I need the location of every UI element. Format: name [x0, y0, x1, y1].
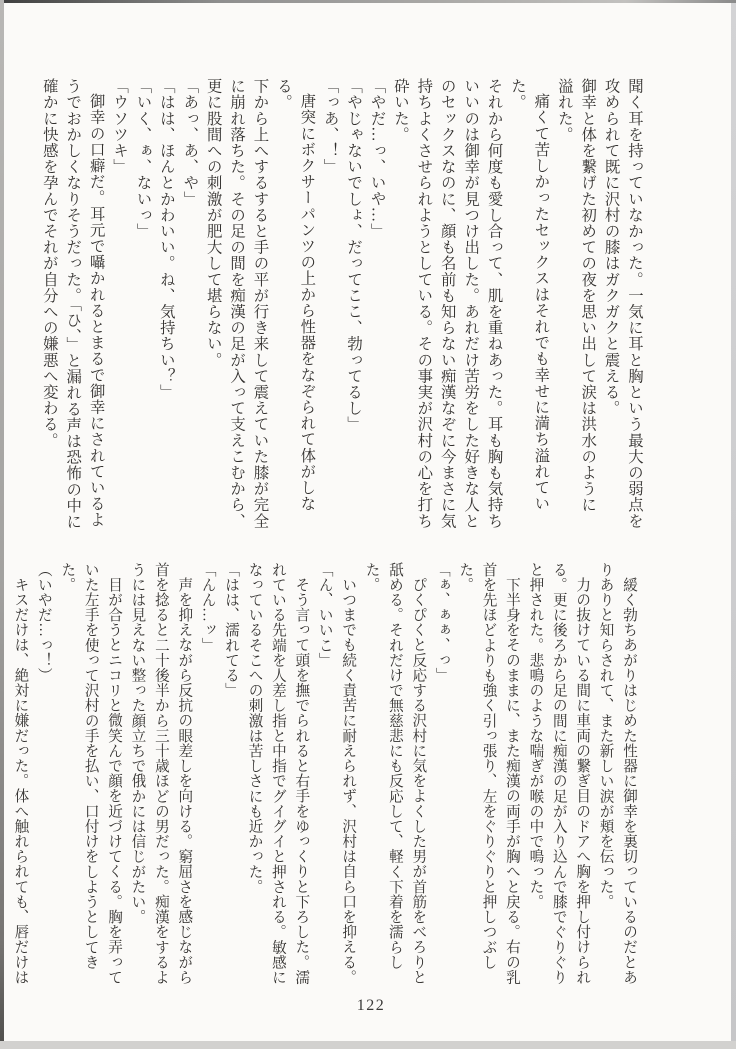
- text-line: 緩く勃ちあがりはじめた性器に御幸を裏切っているのだとあ: [621, 576, 637, 985]
- text-line: る。更に後ろから足の間に痴漢の足が入り込んで膝でぐりぐり: [550, 562, 567, 985]
- text-line: 痛くて苦しかったセックスはそれでも幸せに満ち溢れていた。: [508, 78, 550, 512]
- scan-edge-top: [0, 0, 736, 3]
- text-line: 目が合うとニコリと微笑んで顔を近づけてくる。胸を弄って: [106, 576, 123, 985]
- text-line: それから何度も愛し合って、肌を重ねあった。耳も胸も気持ち: [485, 78, 503, 529]
- text-line: 下半身をそのままに、また痴漢の両手が胸へと戻る。右の乳: [503, 576, 520, 985]
- text-line: 「はは、濡れてる」: [223, 562, 240, 698]
- text-line: うには見えない整った顔立ちで俄かには信じがたい。: [129, 562, 146, 925]
- text-line: 持ちよくさせられようとしている。その事実が沢村の心を打ち: [415, 78, 433, 529]
- text-line: 「んん…ッ」: [199, 562, 216, 653]
- scan-edge-left: [0, 0, 4, 1049]
- text-line: うでおかしくなりそうだった。「ひ、」と漏れる声は恐怖の中に: [64, 78, 82, 530]
- text-line: 下から上へするすると手の平が行き来して震えていた膝が完全: [251, 78, 269, 529]
- text-line: れている先端を人差し指と中指でグイグイと押される。敏感に: [269, 562, 286, 985]
- text-line: 首を捻ると二十後半から三十歳ほどの男だった。痴漢をするよ: [152, 562, 169, 985]
- text-line: 攻められて既に沢村の膝はガクガクと震える。: [602, 78, 620, 417]
- text-line: 「ん、いいこ」: [316, 562, 333, 668]
- text-line: 御幸の口癖だ。耳元で囁かれるとまるで御幸にされているよ: [87, 93, 105, 529]
- text-line: 確かに快感を孕んでそれが自分への嫌悪へ変わる。: [40, 78, 58, 449]
- text-line: に崩れ落ちた。その足の間を痴漢の足が入って支えこむから、: [228, 78, 246, 529]
- text-line: 聞く耳を持っていなかった。一気に耳と胸という最大の弱点を: [626, 78, 643, 529]
- text-line: いいのは御幸が見つけ出した。あれだけ苦労をした好きな人と: [462, 78, 480, 529]
- text-line: と押された。悲鳴のような喘ぎが喉の中で鳴った。: [527, 562, 544, 910]
- text-line: いた左手を使って沢村の手を払い、口付けをしようとしてきた。: [59, 562, 99, 970]
- scan-edge-right: [731, 3, 736, 1049]
- text-line: 溢れた。: [555, 78, 573, 143]
- text-block-top: [37, 78, 646, 530]
- page-number: 122: [356, 997, 386, 1014]
- scan-edge-bottom: [0, 1041, 736, 1049]
- text-line: りありと知らされて、また新しい涙が頬を伝った。: [597, 562, 614, 910]
- text-line: 砕いた。: [391, 78, 409, 143]
- text-line: 唐突にボクサーパンツの上から性器をなぞられて体がしなる。: [274, 78, 316, 512]
- text-line: いつまでも続く責苦に耐えられず、沢村は自ら口を抑える。: [340, 576, 357, 985]
- text-line: 首を先ほどよりも強く引っ張り、左をぐりぐりと押しつぶした。: [457, 562, 497, 970]
- text-line: 「やだ…っ、いや…」: [368, 78, 386, 239]
- text-line: 「ぁ、ぁぁ、っ」: [433, 562, 450, 683]
- text-line: のセックスなのに、顔も名前も知らない痴漢なぞに今まさに気: [438, 78, 456, 529]
- text-line: 「っあ、！」: [321, 78, 339, 175]
- text-line: 「あっ、あ、や」: [181, 78, 199, 207]
- text-line: 「やじゃないでしょ、だってここ、勃ってるし」: [345, 78, 363, 433]
- text-line: 「いく、ぁ、ないっ」: [134, 78, 152, 239]
- text-line: キスだけは、絶対に嫌だった。体へ触れられても、唇だけは: [12, 576, 29, 985]
- text-line: 更に股間への刺激が肥大して堪らない。: [204, 78, 222, 368]
- text-line: 「はは、ほんとかわいい。ね、気持ちい？」: [157, 78, 175, 400]
- text-line: 「ウソツキ」: [111, 78, 129, 175]
- text-line: なっているそこへの刺激は苦しさにも近かった。: [246, 562, 263, 895]
- text-line: 舐める。それだけで無慈悲にも反応して、軽く下着を濡らした。: [363, 562, 403, 970]
- text-line: 声を抑えながら反抗の眼差しを向ける。窮屈さを感じながら: [176, 576, 193, 985]
- text-line: そう言って頭を撫でられると右手をゆっくりと下ろした。濡: [293, 576, 310, 985]
- text-line: 御幸と体を繋げた初めての夜を思い出して涙は洪水のように: [579, 78, 597, 513]
- text-line: （いやだ…っ！）: [35, 562, 52, 683]
- text-line: 力の抜けている間に車両の繋ぎ目のドアへ胸を押し付けられ: [574, 576, 591, 985]
- text-line: ぴくぴくと反応する沢村に気をよくした男が首筋をべろりと: [410, 576, 427, 985]
- text-block-bottom: [8, 562, 640, 986]
